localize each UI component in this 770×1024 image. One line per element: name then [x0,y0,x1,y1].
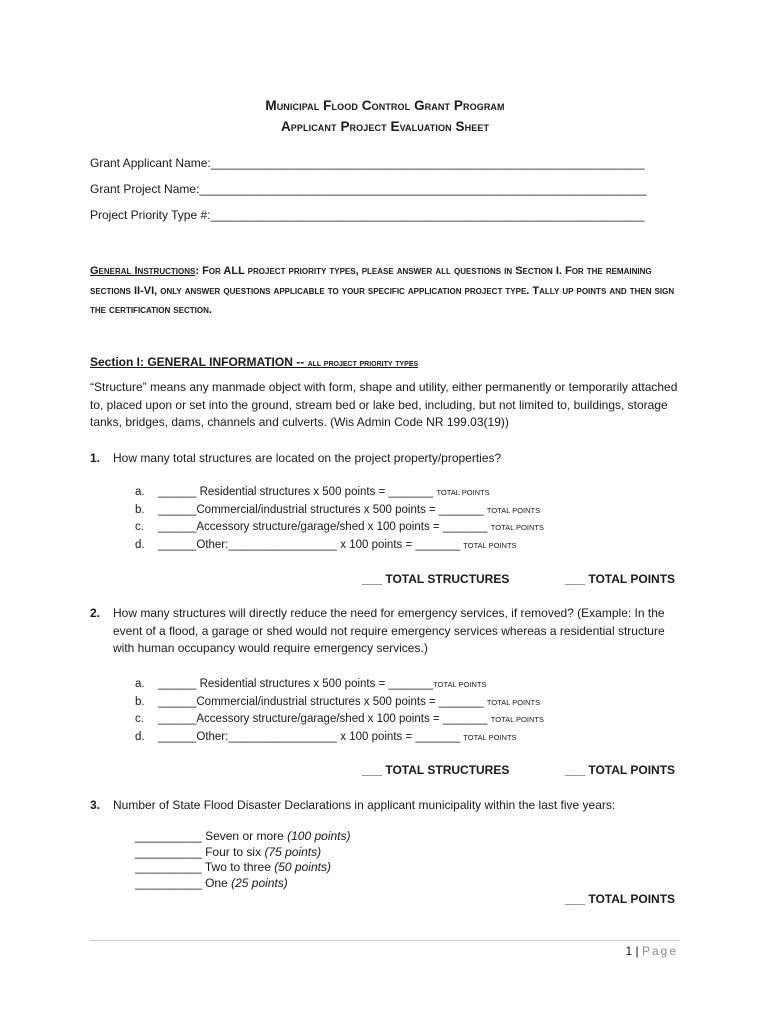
option-points: (50 points) [274,860,331,874]
question-text: Number of State Flood Disaster Declarations in applicant municipality within the last five years: [113,798,616,812]
section-1-title: Section I: GENERAL INFORMATION -- [90,355,308,369]
field-blank[interactable]: ___________________________________________________________________ [199,182,647,196]
q1-total-points: ___ TOTAL POINTS [565,572,676,586]
grant-project-name-field[interactable] [90,182,647,196]
q2-total-points: ___ TOTAL POINTS [565,763,676,777]
list-item[interactable] [135,676,544,694]
option-points: (25 points) [231,875,288,890]
list-item[interactable] [135,876,351,892]
page-word: Page [641,944,678,958]
item-letter: b. [135,695,145,708]
structure-definition: “Structure” means any manmade object with form, shape and utility, either permanently or temporarily attached to, placed upon or set into the ground, stream bed or lake bed, including, but not limited to, buildings, storage tanks, bridges, dams, channels and culverts. (Wis Admin Code NR 199.03(19)) [90,380,678,429]
page-separator: | [632,944,642,958]
option-blank[interactable]: __________ [135,875,202,890]
option-blank[interactable]: __________ [135,844,202,859]
item-letter: d. [135,538,145,551]
field-label: Grant Project Name: [90,182,200,196]
project-priority-type-field[interactable] [90,208,644,222]
item-total-points-label: TOTAL POINTS [433,680,487,689]
item-letter: c. [135,713,144,725]
section-1-heading [90,355,418,369]
item-letter: b. [135,503,145,516]
option-label: Four to six [201,844,265,859]
sheet-title: Applicant Project Evaluation Sheet [280,119,490,134]
question-number: 3. [90,798,101,812]
item-text: ______Accessory structure/garage/shed x 100 points = _______ [158,713,491,725]
question-number: 2. [90,606,101,620]
instructions-heading: General Instructions [90,265,196,277]
list-item[interactable] [135,845,351,861]
q1-total-structures: ___ TOTAL STRUCTURES [362,572,510,586]
field-label: Grant Applicant Name: [90,156,211,170]
field-blank[interactable]: _________________________________________________________________ [210,208,645,222]
item-text: ______Commercial/industrial structures x 500 points = _______ [158,695,487,708]
disaster-declaration-options [135,829,351,891]
section-1-subtitle: all project priority types [307,358,419,369]
question-2 [90,605,690,655]
item-text: ______Commercial/industrial structures x 500 points = _______ [158,503,487,516]
field-label: Project Priority Type #: [90,208,211,222]
item-letter: a. [135,486,145,498]
item-total-points-label: TOTAL POINTS [436,488,490,497]
list-item[interactable] [135,537,544,555]
list-item[interactable] [135,729,544,747]
list-item[interactable] [135,484,544,502]
item-total-points-label: TOTAL POINTS [486,697,541,707]
item-text: ______ Residential structures x 500 points = _______ [158,486,437,498]
item-total-points-label: TOTAL POINTS [463,732,517,742]
option-points: (75 points) [264,844,322,859]
option-label: One [201,875,232,890]
list-item[interactable] [135,502,544,520]
q2-total-structures: ___ TOTAL STRUCTURES [362,763,510,777]
item-total-points-label: TOTAL POINTS [490,523,544,532]
item-total-points-label: TOTAL POINTS [486,505,541,515]
question-number: 1. [90,451,101,465]
item-letter: a. [135,678,145,690]
question-1-items [135,484,544,554]
question-text: How many structures will directly reduce the need for emergency services, if removed? (Example: In the event of a flood, a garage or shed would not require emergency services whereas a residential structure with human occupancy would require emergency services.) [113,606,665,655]
footer-divider [90,940,680,941]
list-item[interactable] [135,711,544,729]
list-item[interactable] [135,829,351,845]
option-label: Seven or more [201,829,288,843]
q3-total-points: ___ TOTAL POINTS [565,892,676,906]
option-label: Two to three [201,860,275,874]
page-number [625,944,678,958]
instructions-text: : For ALL project priority types, please answer all questions in Section I. For the remaining sections II-VI, only answer questions applicable to your specific application project type. Tally up points and then sign the certification section. [90,265,675,316]
option-blank[interactable]: __________ [135,860,202,874]
question-3 [90,797,690,815]
option-points: (100 points) [287,829,351,843]
item-text: ______Other:_________________ x 100 points = _______ [158,730,464,743]
grant-applicant-name-field[interactable] [90,156,645,170]
item-text: ______Other:_________________ x 100 points = _______ [158,538,464,551]
item-total-points-label: TOTAL POINTS [490,715,544,724]
item-letter: c. [135,521,144,533]
question-1 [90,450,690,468]
page-number-value: 1 [625,944,633,958]
item-text: ______Accessory structure/garage/shed x 100 points = _______ [158,521,491,533]
item-text: ______ Residential structures x 500 points = _______ [158,678,434,690]
question-text: How many total structures are located on the project property/properties? [113,451,502,465]
list-item[interactable] [135,860,351,876]
field-blank[interactable]: _________________________________________________________________ [210,156,645,170]
item-letter: d. [135,730,145,743]
question-2-items [135,676,544,746]
list-item[interactable] [135,694,544,712]
item-total-points-label: TOTAL POINTS [463,540,517,550]
list-item[interactable] [135,519,544,537]
program-title: Municipal Flood Control Grant Program [265,98,505,113]
option-blank[interactable]: __________ [135,829,202,843]
general-instructions [90,262,690,321]
